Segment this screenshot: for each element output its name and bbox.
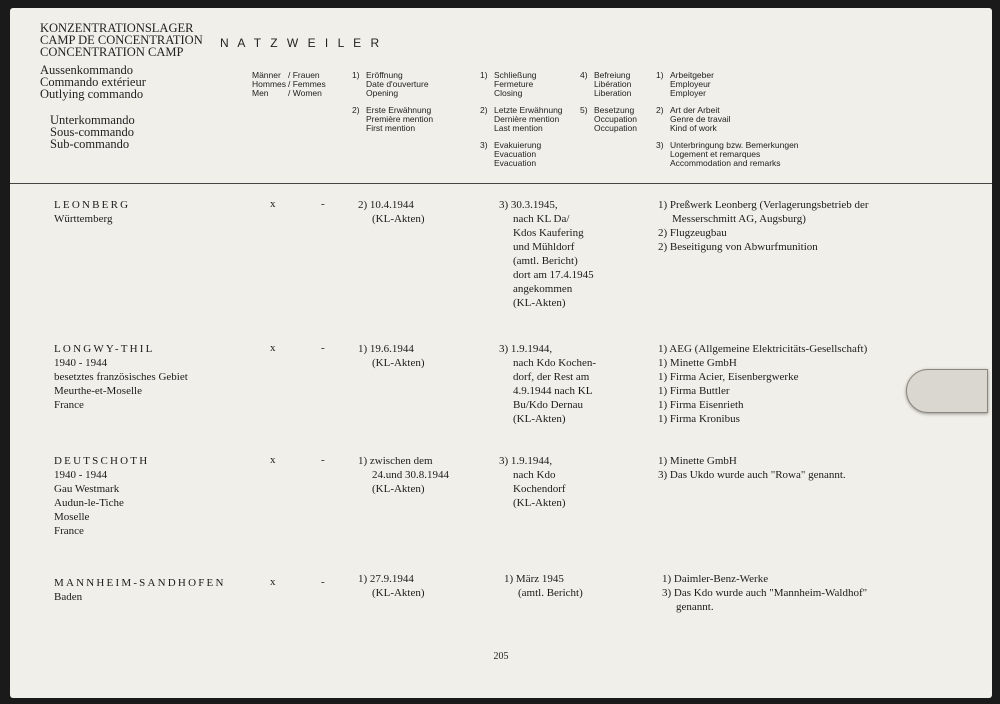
entry-opening: 2) 10.4.1944 (KL-Akten) bbox=[358, 199, 425, 225]
header-gender: Männer / Frauen Hommes / Femmes Men / Women bbox=[252, 70, 326, 98]
entry-opening: 1) zwischen dem 24.und 30.8.1944 (KL-Akten) bbox=[358, 455, 449, 495]
label-outlying-fr: Commando extérieur bbox=[40, 75, 146, 89]
entry-women-mark: - bbox=[321, 454, 325, 466]
header-opening: 1) Eröffnung Date d'ouverture Opening 2) Erste Erwähnung Première mention First mention bbox=[352, 70, 434, 133]
entry-work: 1) Preßwerk Leonberg (Verlagerungsbetrieb der Messerschmitt AG, Augsburg) 2) Flugzeugbau 2) Beseitigung von Abwurfmunition bbox=[658, 199, 869, 253]
entry-men-mark: x bbox=[270, 576, 276, 588]
document-page bbox=[10, 8, 992, 698]
entry-work: 1) Minette GmbH 3) Das Ukdo wurde auch "Rowa" genannt. bbox=[658, 455, 846, 481]
camp-name: N A T Z W E I L E R bbox=[220, 36, 383, 50]
entry-closing: 3) 30.3.1945, nach KL Da/ Kdos Kaufering und Mühldorf (amtl. Bericht) dort am 17.4.1945 angekommen (KL-Akten) bbox=[499, 199, 594, 309]
entry-opening: 1) 19.6.1944 (KL-Akten) bbox=[358, 343, 425, 369]
entry-closing: 3) 1.9.1944, nach Kdo Kochendorf (KL-Akten) bbox=[499, 455, 566, 509]
label-kz-en: CONCENTRATION CAMP bbox=[40, 45, 184, 59]
page-number: 205 bbox=[493, 651, 509, 662]
label-kz-de: KONZENTRATIONSLAGER bbox=[40, 21, 194, 35]
entry-women-mark: - bbox=[321, 342, 325, 354]
label-sub-fr: Sous-commando bbox=[50, 125, 135, 139]
entry-name-leonberg: LEONBERG Württemberg bbox=[54, 199, 131, 225]
header-closing: 1) Schließung Fermeture Closing 2) Letzte Erwähnung Dernière mention Last mention 3) Evakuierung Evacuation Evacuation bbox=[480, 70, 563, 168]
entry-name-mannheim-sandhofen: MANNHEIM-SANDHOFEN Baden bbox=[54, 577, 226, 603]
header-employer: 1) Arbeitgeber Employeur Employer 2) Art der Arbeit Genre de travail Kind of work 3) Unterbringung bzw. Bemerkungen Logement et remarques Accommodation and remarks bbox=[656, 70, 799, 168]
label-outlying-de: Aussenkommando bbox=[40, 63, 134, 77]
entry-women-mark: - bbox=[321, 198, 325, 210]
header-category-labels bbox=[40, 22, 203, 156]
entry-women-mark: - bbox=[321, 576, 325, 588]
entry-closing: 1) März 1945 (amtl. Bericht) bbox=[504, 573, 583, 599]
label-outlying-en: Outlying commando bbox=[40, 87, 144, 101]
label-sub-de: Unterkommando bbox=[50, 113, 135, 127]
entry-work: 1) AEG (Allgemeine Elektricitäts-Gesellschaft) 1) Minette GmbH 1) Firma Acier, Eisenbergwerke 1) Firma Buttler 1) Firma Eisenrieth 1) Firma Kronibus bbox=[658, 343, 868, 425]
entry-work: 1) Daimler-Benz-Werke 3) Das Kdo wurde auch "Mannheim-Waldhof" genannt. bbox=[662, 573, 868, 613]
entry-men-mark: x bbox=[270, 454, 276, 466]
entry-men-mark: x bbox=[270, 342, 276, 354]
entry-closing: 3) 1.9.1944, nach Kdo Kochen- dorf, der Rest am 4.9.1944 nach KL Bu/Kdo Dernau (KL-Akten) bbox=[499, 343, 597, 425]
header-liberation: 4) Befreiung Libération Liberation 5) Besetzung Occupation Occupation bbox=[580, 70, 637, 133]
entry-men-mark: x bbox=[270, 198, 276, 210]
label-sub-en: Sub-commando bbox=[50, 137, 130, 151]
entry-name-deutschoth: DEUTSCHOTH 1940 - 1944 Gau Westmark Audun-le-Tiche Moselle France bbox=[54, 455, 150, 537]
label-kz-fr: CAMP DE CONCENTRATION bbox=[40, 33, 203, 47]
bookmark-tab bbox=[906, 369, 988, 413]
entry-name-longwy-thil: LONGWY-THIL 1940 - 1944 besetztes französisches Gebiet Meurthe-et-Moselle France bbox=[54, 343, 188, 411]
header-divider bbox=[10, 183, 992, 184]
entry-opening: 1) 27.9.1944 (KL-Akten) bbox=[358, 573, 425, 599]
